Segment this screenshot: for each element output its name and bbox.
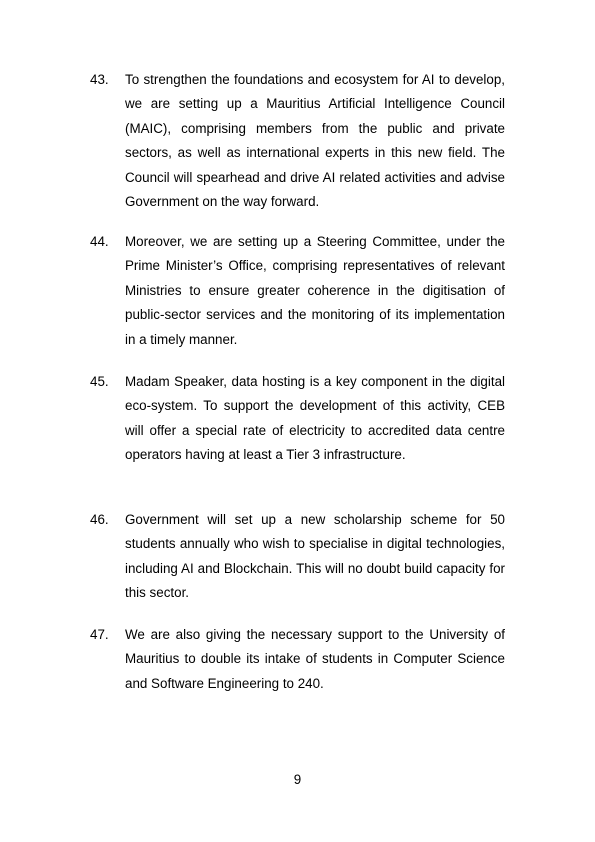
paragraph-number: 44. <box>90 234 109 249</box>
page-number: 9 <box>293 772 302 787</box>
paragraph-43 <box>90 68 505 214</box>
paragraph-text: Moreover, we are setting up a Steering Committee, under the Prime Minister’s Office, comprising representatives of relevant Ministries to ensure greater coherence in the digitisation of public-sector services and the monitoring of its implementation in a timely manner. <box>125 234 505 347</box>
paragraph-45 <box>90 370 505 468</box>
paragraph-46 <box>90 508 505 606</box>
paragraph-text: To strengthen the foundations and ecosystem for AI to develop, we are setting up a Mauritius Artificial Intelligence Council (MAIC), comprising members from the public and private sectors, as well as international experts in this new field. The Council will spearhead and drive AI related activities and advise Government on the way forward. <box>125 72 505 210</box>
paragraph-text: Government will set up a new scholarship scheme for 50 students annually who wish to specialise in digital technologies, including AI and Blockchain. This will no doubt build capacity for this sector. <box>125 512 505 601</box>
paragraph-number: 45. <box>90 374 109 389</box>
paragraph-number: 46. <box>90 512 109 527</box>
paragraph-44 <box>90 230 505 352</box>
paragraph-text: Madam Speaker, data hosting is a key component in the digital eco-system. To support the development of this activity, CEB will offer a special rate of electricity to accredited data centre operators having at least a Tier 3 infrastructure. <box>125 374 505 463</box>
paragraph-text: We are also giving the necessary support to the University of Mauritius to double its intake of students in Computer Science and Software Engineering to 240. <box>125 627 505 691</box>
paragraph-number: 43. <box>90 72 109 87</box>
paragraph-number: 47. <box>90 627 109 642</box>
paragraph-47 <box>90 623 505 696</box>
